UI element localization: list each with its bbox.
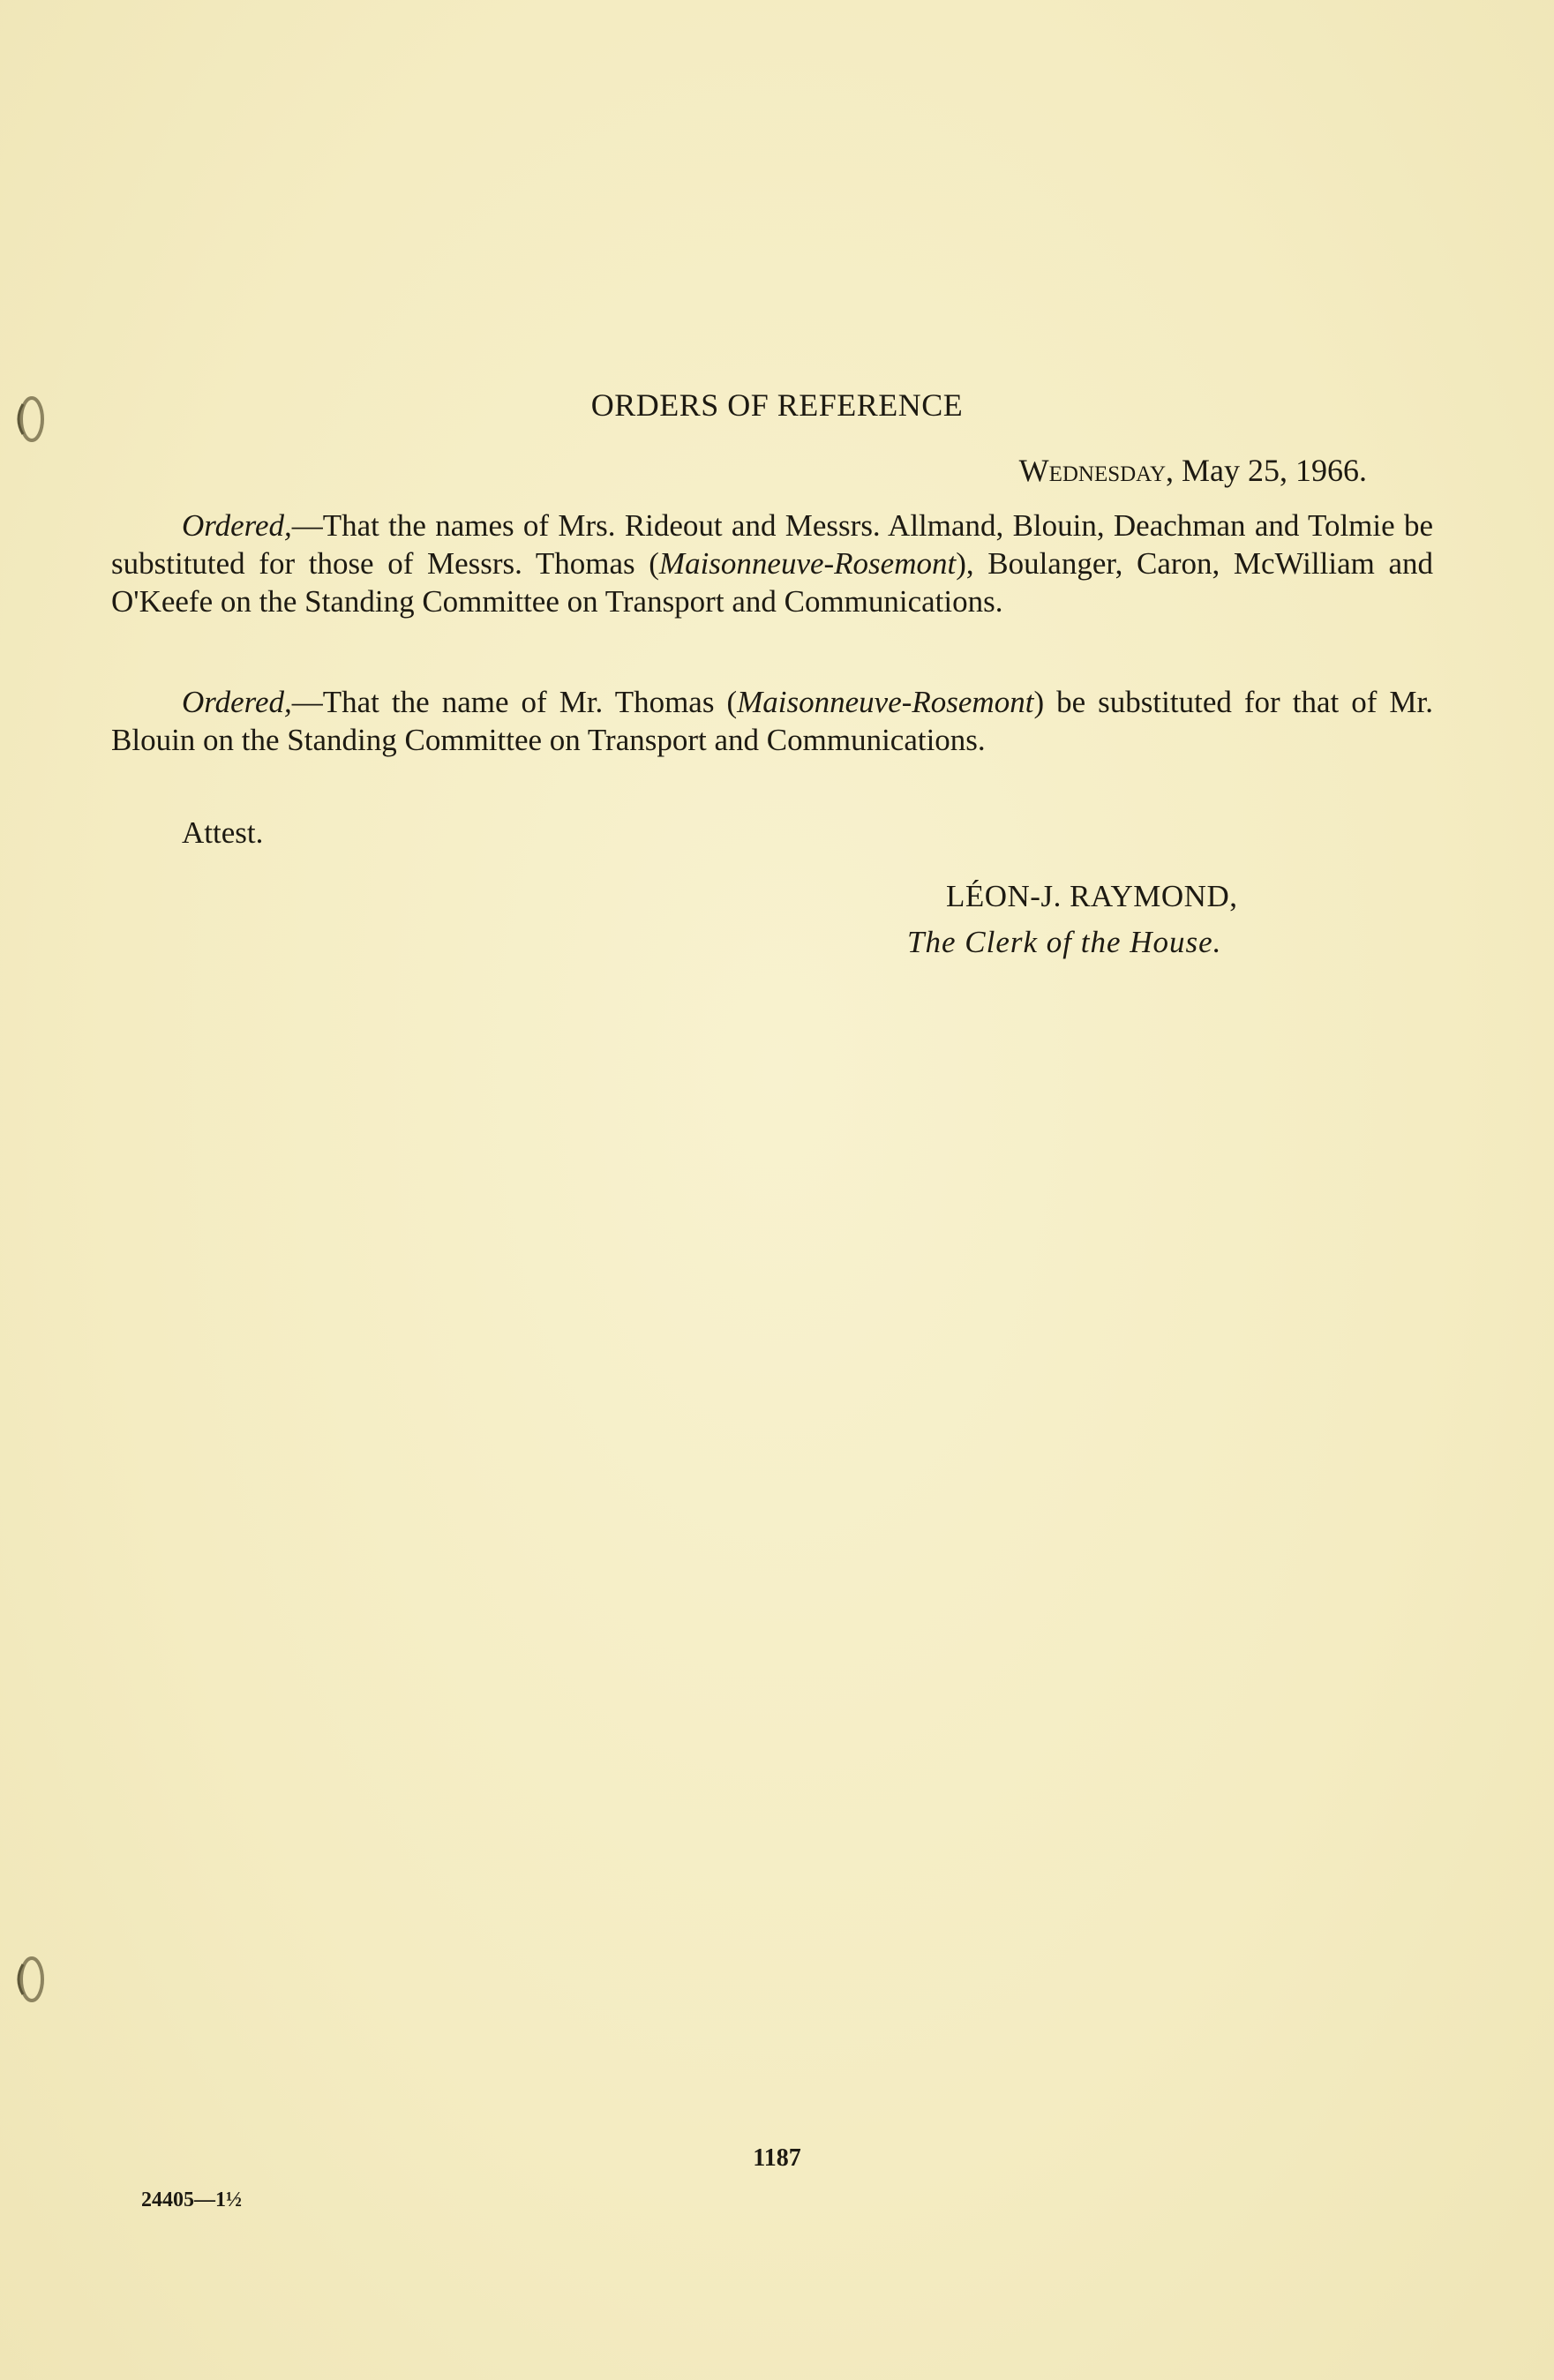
order-paragraph-1: [111, 507, 1433, 620]
dateline: [1019, 452, 1367, 489]
page-number: 1187: [753, 2144, 801, 2172]
order-paragraph-2: [111, 683, 1433, 759]
constituency-name: Maisonneuve-Rosemont: [658, 546, 957, 581]
ordered-label: Ordered,: [182, 508, 292, 543]
signatory-title: The Clerk of the House.: [907, 925, 1222, 959]
order-text: —That the names of Mrs. Rideout and Messrs. Allmand, Blouin, Deachman and Tolmie be substituted for those of Messrs. Thomas (: [111, 508, 1433, 581]
constituency-name: Maisonneuve-Rosemont: [737, 685, 1034, 719]
ordered-label: Ordered,: [182, 685, 292, 719]
dateline-weekday: Wednesday: [1018, 453, 1166, 488]
signatory-name: LÉON-J. RAYMOND,: [946, 879, 1238, 913]
order-text: —That the name of Mr. Thomas (: [291, 685, 738, 719]
page-heading: ORDERS OF REFERENCE: [590, 387, 964, 423]
attest-line: Attest.: [182, 815, 264, 850]
print-code: 24405—1½: [141, 2189, 242, 2211]
order-text: ) be substituted for that of Mr. Blouin on the Standing Committee on Transport and Communications.: [111, 685, 1433, 757]
dateline-date: , May 25, 1966.: [1166, 453, 1367, 488]
order-text: ), Boulanger, Caron, McWilliam and O'Keefe on the Standing Committee on Transport and Communications.: [111, 546, 1433, 619]
binding-hole-icon: [12, 1948, 48, 2010]
